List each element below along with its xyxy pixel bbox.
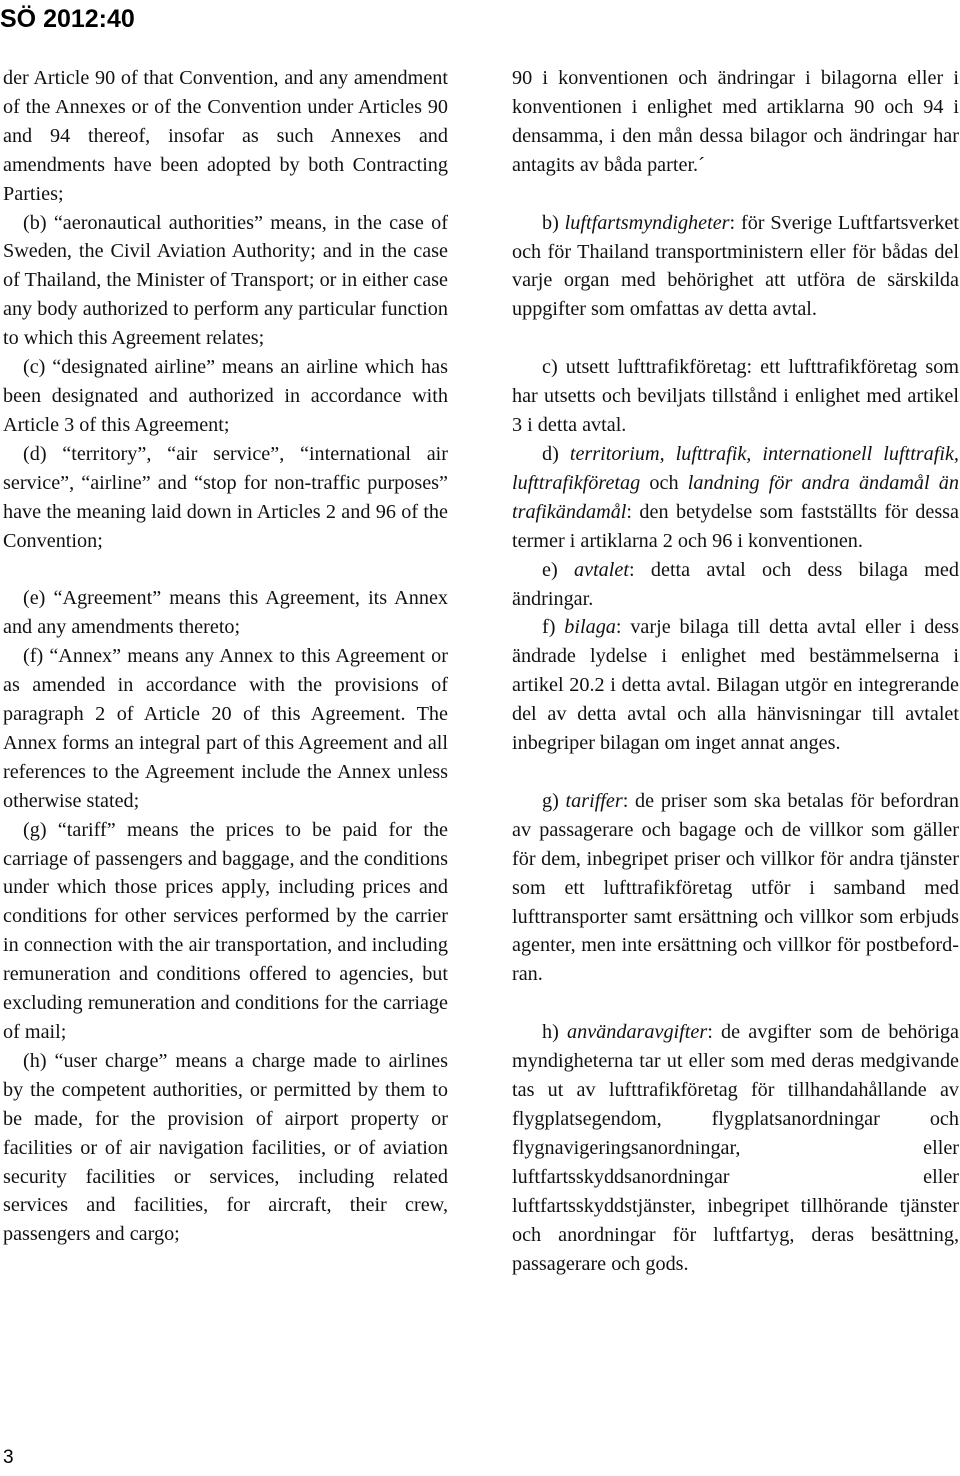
- paragraph-spacer: [3, 555, 448, 584]
- english-definition-f: (f) “Annex” means any Annex to this Agreement or as amended in accordance with the provisions of paragraph 2 of Article 20 of this Agreement. The Annex forms an integral part of this Agreement and all references to the Agreement include the Annex unless otherwise stated;: [3, 645, 448, 812]
- english-definition-h: (h) “user charge” means a charge made to airlines by the competent authorities, or permitted by them to be made, for the provision of airport property or facilities or of air navigation facilities, or of aviation security facilities or services, including related services and facilities, for aircraft, their crew, passengers and cargo;: [3, 1049, 448, 1246]
- swedish-definition-h: [512, 1018, 959, 1278]
- english-definition-g: (g) “tariff” means the prices to be paid for the carriage of passengers and baggage, and the conditions under which those prices apply, including prices and conditions for other services performed by the carrier in connection with the air transportation, and including remuneration and conditions offered to agencies, but excluding remuneration and conditions for the carriage of mail;: [3, 818, 448, 1043]
- conjunction: och: [640, 471, 688, 494]
- definition-text: : varje bilaga till detta avtal eller i dess ändrade lydelse i enlighet med bestämmelserna i artikel 20.2 i detta avtal. Bilagan utgör en integrerande del av detta avtal och alla hänvisningar till avtalet inbegriper bilagan om inget annat anges.: [512, 616, 959, 755]
- swedish-definition-f: [512, 613, 959, 758]
- defined-term: luftfartsmyndigheter: [564, 211, 730, 234]
- swedish-definition-c: c) utsett lufttrafikföretag: ett lufttrafikföretag som har utsetts och beviljats tillstånd i enlighet med artikel 3 i detta avtal.: [512, 356, 959, 437]
- definition-letter: f): [542, 616, 565, 639]
- english-intro-paragraph: der Article 90 of that Convention, and any amendment of the Annexes or of the Convention under Articles 90 and 94 thereof, insofar as such Annexes and amendments have been adopted by both Contracting Parties;: [3, 67, 448, 205]
- paragraph-spacer: [512, 324, 959, 353]
- definition-letter: d): [542, 442, 570, 465]
- defined-term: bilaga: [564, 616, 616, 639]
- swedish-definition-b: [512, 209, 959, 325]
- swedish-intro-paragraph: 90 i konventionen och ändringar i bilagorna eller i konventionen i enlighet med artiklarna 90 och 94 i densamma, i den mån dessa bilagor och ändringar har antagits av båda parter.´: [512, 67, 959, 176]
- definition-text: : detta avtal och dess bilaga med ändringar.: [512, 558, 959, 610]
- swedish-definition-d: [512, 440, 959, 556]
- definition-letter: e): [542, 558, 575, 581]
- english-definition-e: (e) “Agreement” means this Agreement, its Annex and any amendments thereto;: [3, 587, 448, 639]
- definition-letter: h): [542, 1021, 568, 1044]
- paragraph-spacer: [512, 989, 959, 1018]
- english-definition-c: (c) “designated airline” means an airline which has been designated and authorized in accordance with Article 3 of this Agreement;: [3, 356, 448, 436]
- swedish-definition-e: [512, 556, 959, 614]
- definition-text: : de priser som ska betalas för befordran av passagerare och bagage och de villkor som gäller för dem, inbegripet priser och villkor för andra tjänster som ett lufttrafikföretag utför i samband med lufttransporter samt ersättning och villkor som erbjuds agenter, men inte ersättning och villkor för postbefordran.: [512, 789, 959, 986]
- page-number: 3: [3, 1447, 14, 1468]
- swedish-column: [512, 64, 959, 1278]
- defined-term: användaravgifter: [567, 1021, 708, 1044]
- english-definition-b: (b) “aeronautical authorities” means, in the case of Sweden, the Civil Aviation Authority; and in the case of Thailand, the Minister of Transport; or in either case any body authorized to perform any particular function to which this Agreement relates;: [3, 211, 448, 350]
- document-header: SÖ 2012:40: [0, 5, 135, 33]
- defined-term: territorium, lufttrafik, internationell lufttrafik, lufttrafikföretag: [512, 442, 959, 494]
- english-definition-d: (d) “territory”, “air service”, “international air service”, “airline” and “stop for non-traffic purposes” have the meaning laid down in Articles 2 and 96 of the Convention;: [3, 442, 448, 552]
- defined-term: avtalet: [574, 558, 629, 581]
- definition-text: : de avgifter som de behöriga myndigheterna tar ut eller som med deras medgivande tas ut av lufttrafikföretag för tillhandahållande av flygplatsegendom, flygplatsanordningar och flygnavigeringsanordningar, eller luftfartsskyddsanordningar eller luftfartsskyddstjänster, inbegripet tillhörande tjänster och anordningar för luftfartyg, deras besättning, passagerare och gods.: [512, 1021, 959, 1275]
- definition-letter: g): [542, 789, 566, 812]
- paragraph-spacer: [512, 758, 959, 787]
- definition-text: : den betydelse som fastställts för dessa termer i artiklarna 2 och 96 i konventionen.: [512, 500, 959, 552]
- defined-term: landning för andra ändamål än trafikändamål: [512, 471, 959, 523]
- definition-text: : för Sverige Luftfartsverket och för Thailand transportministern eller för bådas del varje organ med behörighet att utföra de särskilda uppgifter som omfattas av detta avtal.: [512, 211, 959, 321]
- definition-letter: b): [542, 211, 565, 234]
- swedish-definition-g: [512, 787, 959, 989]
- english-column: [3, 64, 448, 1249]
- paragraph-spacer: [512, 180, 959, 209]
- defined-term: tariffer: [565, 789, 623, 812]
